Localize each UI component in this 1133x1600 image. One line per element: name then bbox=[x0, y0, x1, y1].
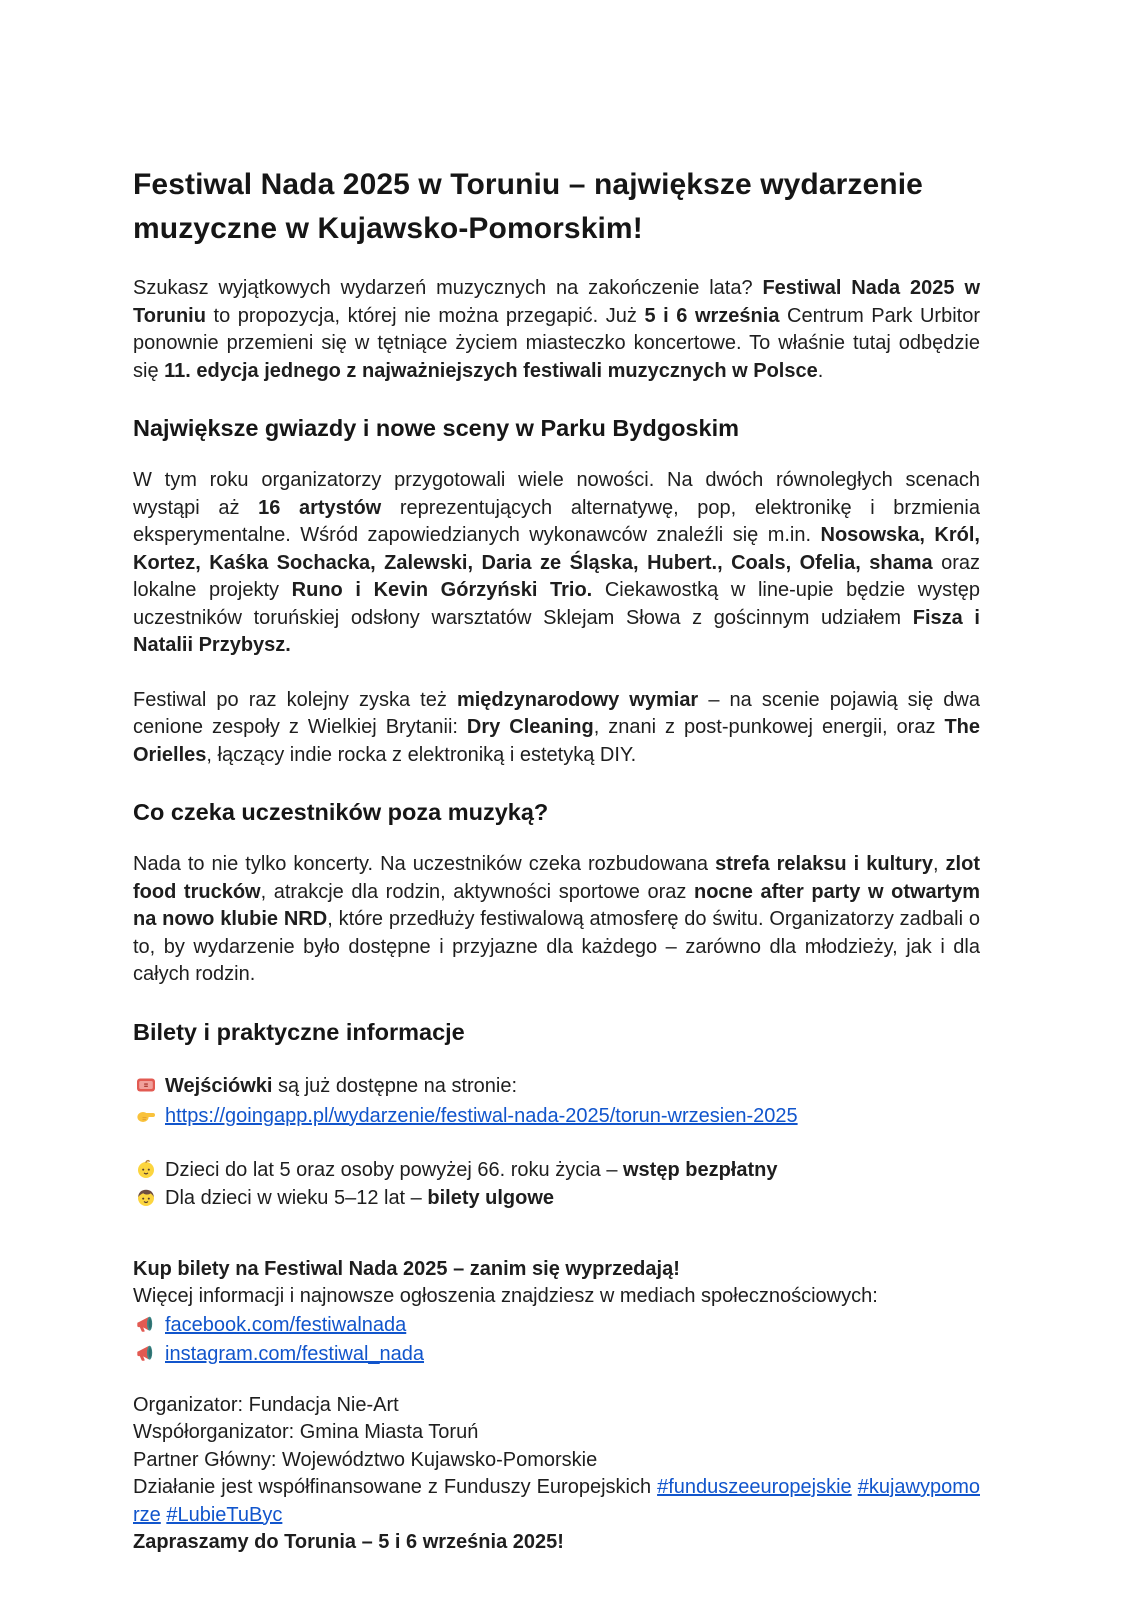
bold-text: Wejściówki bbox=[165, 1074, 273, 1097]
text: , znani z post-punkowej energii, oraz bbox=[593, 716, 945, 738]
ticket-availability-text bbox=[165, 1075, 517, 1097]
text: , bbox=[932, 853, 946, 875]
stars-paragraph-2 bbox=[133, 687, 980, 770]
credits-block bbox=[133, 1392, 980, 1557]
age-pricing-block bbox=[133, 1156, 980, 1212]
boy-icon bbox=[136, 1187, 156, 1207]
text: Dzieci do lat 5 oraz osoby powyżej 66. roku życia – bbox=[165, 1158, 623, 1181]
bold-text: bilety ulgowe bbox=[427, 1186, 555, 1209]
text: – na scenie pojawią się dwa cenione zespoły z Wielkiej Brytanii: bbox=[133, 688, 980, 738]
free-entry-line bbox=[133, 1156, 980, 1184]
bold-text: zlot food trucków bbox=[133, 853, 980, 903]
heading-stars: Największe gwiazdy i nowe sceny w Parku Bydgoskim bbox=[133, 415, 739, 441]
facebook-link[interactable]: facebook.com/festiwalnada bbox=[165, 1313, 407, 1336]
text: oraz lokalne projekty bbox=[133, 551, 980, 601]
bold-text: nocne after party w otwartym na nowo klubie NRD bbox=[133, 880, 981, 930]
intro-paragraph bbox=[133, 275, 980, 385]
bold-text: strefa relaksu i kultury bbox=[715, 853, 933, 875]
ticket-icon bbox=[136, 1075, 156, 1095]
text: Nada to nie tylko koncerty. Na uczestników czeka rozbudowana bbox=[133, 853, 716, 875]
funding-line bbox=[133, 1474, 980, 1529]
instagram-link[interactable]: instagram.com/festiwal_nada bbox=[165, 1342, 425, 1365]
bold-text: Festiwal Nada 2025 w Toruniu bbox=[133, 277, 980, 327]
organizer-line: Organizator: Fundacja Nie-Art bbox=[133, 1393, 399, 1416]
page-title: Festiwal Nada 2025 w Toruniu – największe wydarzenie muzyczne w Kujawsko-Pomorskim! bbox=[133, 168, 923, 245]
ticket-link-text bbox=[165, 1105, 798, 1127]
text: są już dostępne na stronie: bbox=[272, 1074, 518, 1097]
text: , atrakcje dla rodzin, aktywności sportowe oraz bbox=[260, 880, 694, 903]
text: Ciekawostką w line-upie będzie występ uczestników toruńskiej odsłony warsztatów Sklejam Słowa z gościnnym udziałem bbox=[133, 579, 980, 629]
beyond-music-paragraph bbox=[133, 851, 980, 989]
text: Działanie jest współfinansowane z Funduszy Europejskich bbox=[133, 1476, 658, 1498]
ticket-availability-line bbox=[133, 1071, 980, 1101]
bold-text: wstęp bezpłatny bbox=[623, 1158, 778, 1181]
hashtag-kujawypomorze[interactable]: #kujawypomorze bbox=[133, 1476, 980, 1526]
hashtag-funduszeeuropejskie[interactable]: #funduszeeuropejskie bbox=[657, 1476, 852, 1498]
social-intro: Więcej informacji i najnowsze ogłoszenia znajdziesz w mediach społecznościowych: bbox=[133, 1285, 878, 1307]
ticket-availability-block bbox=[133, 1071, 980, 1131]
text: , które przedłuży festiwalową atmosferę do świtu. Organizatorzy zadbali o to, by wydarzenie było dostępne i przyjazne dla każdego – zarówno dla młodzieży, jak i dla całych rodzin. bbox=[133, 908, 980, 985]
text: Centrum Park Urbitor ponownie przemieni się w tętniące życiem miasteczko koncertowe. To właśnie tutaj odbędzie się bbox=[133, 304, 980, 382]
text: . bbox=[817, 359, 824, 382]
text: Dla dzieci w wieku 5–12 lat – bbox=[165, 1186, 428, 1209]
social-media-block bbox=[133, 1283, 980, 1369]
text: to propozycja, której nie można przegapić. Już bbox=[205, 304, 645, 327]
partner-line: Partner Główny: Województwo Kujawsko-Pomorskie bbox=[133, 1448, 598, 1471]
text: reprezentujących alternatywę, pop, elektronikę i brzmienia eksperymentalne. Wśród zapowiedzianych wykonawców znaleźli się m.in. bbox=[133, 496, 980, 546]
closing-line: Zapraszamy do Torunia – 5 i 6 września 2025! bbox=[133, 1531, 564, 1553]
megaphone-icon bbox=[136, 1343, 156, 1363]
bold-text: Dry Cleaning bbox=[466, 716, 594, 738]
megaphone-icon bbox=[136, 1314, 156, 1334]
bold-text: 5 i 6 września bbox=[644, 304, 780, 327]
free-entry-text bbox=[165, 1159, 777, 1181]
heading-beyond-music: Co czeka uczestników poza muzyką? bbox=[133, 799, 549, 825]
instagram-line bbox=[133, 1340, 980, 1369]
facebook-line bbox=[133, 1311, 980, 1340]
ticket-link-line bbox=[133, 1101, 980, 1131]
heading-tickets: Bilety i praktyczne informacje bbox=[133, 1018, 465, 1045]
bold-text: Nosowska, Król, Kortez, Kaśka Sochacka, Zalewski, Daria ze Śląska, Hubert., Coals, Ofelia, shama bbox=[133, 524, 980, 574]
bold-text: Runo i Kevin Górzyński Trio. bbox=[291, 579, 593, 601]
instagram-link-text bbox=[165, 1343, 424, 1365]
bold-text: The Orielles bbox=[133, 716, 981, 766]
reduced-ticket-text bbox=[165, 1187, 554, 1209]
coorganizer-line: Współorganizator: Gmina Miasta Toruń bbox=[133, 1421, 479, 1443]
text: Festiwal po raz kolejny zyska też bbox=[133, 688, 457, 711]
stars-paragraph-1 bbox=[133, 467, 980, 660]
buy-tickets-cta: Kup bilety na Festiwal Nada 2025 – zanim się wyprzedają! bbox=[133, 1257, 680, 1280]
goingapp-ticket-link[interactable]: https://goingapp.pl/wydarzenie/festiwal-nada-2025/torun-wrzesien-2025 bbox=[165, 1104, 798, 1127]
text: Szukasz wyjątkowych wydarzeń muzycznych na zakończenie lata? bbox=[133, 277, 763, 299]
bold-text: międzynarodowy wymiar bbox=[456, 688, 699, 711]
hashtag-lubietubyc[interactable]: #LubieTuByc bbox=[166, 1503, 283, 1526]
bold-text: 16 artystów bbox=[258, 496, 382, 519]
reduced-ticket-line bbox=[133, 1184, 980, 1212]
text: W tym roku organizatorzy przygotowali wiele nowości. Na dwóch równoległych scenach wystąpi aż bbox=[133, 469, 980, 519]
baby-icon bbox=[136, 1159, 156, 1179]
bold-text: 11. edycja jednego z najważniejszych festiwali muzycznych w Polsce bbox=[164, 359, 818, 382]
facebook-link-text bbox=[165, 1314, 406, 1336]
bold-text: Fisza i Natalii Przybysz. bbox=[133, 606, 980, 656]
text: , łączący indie rocka z elektroniką i estetyką DIY. bbox=[206, 743, 637, 766]
pointing-right-icon bbox=[136, 1105, 156, 1125]
